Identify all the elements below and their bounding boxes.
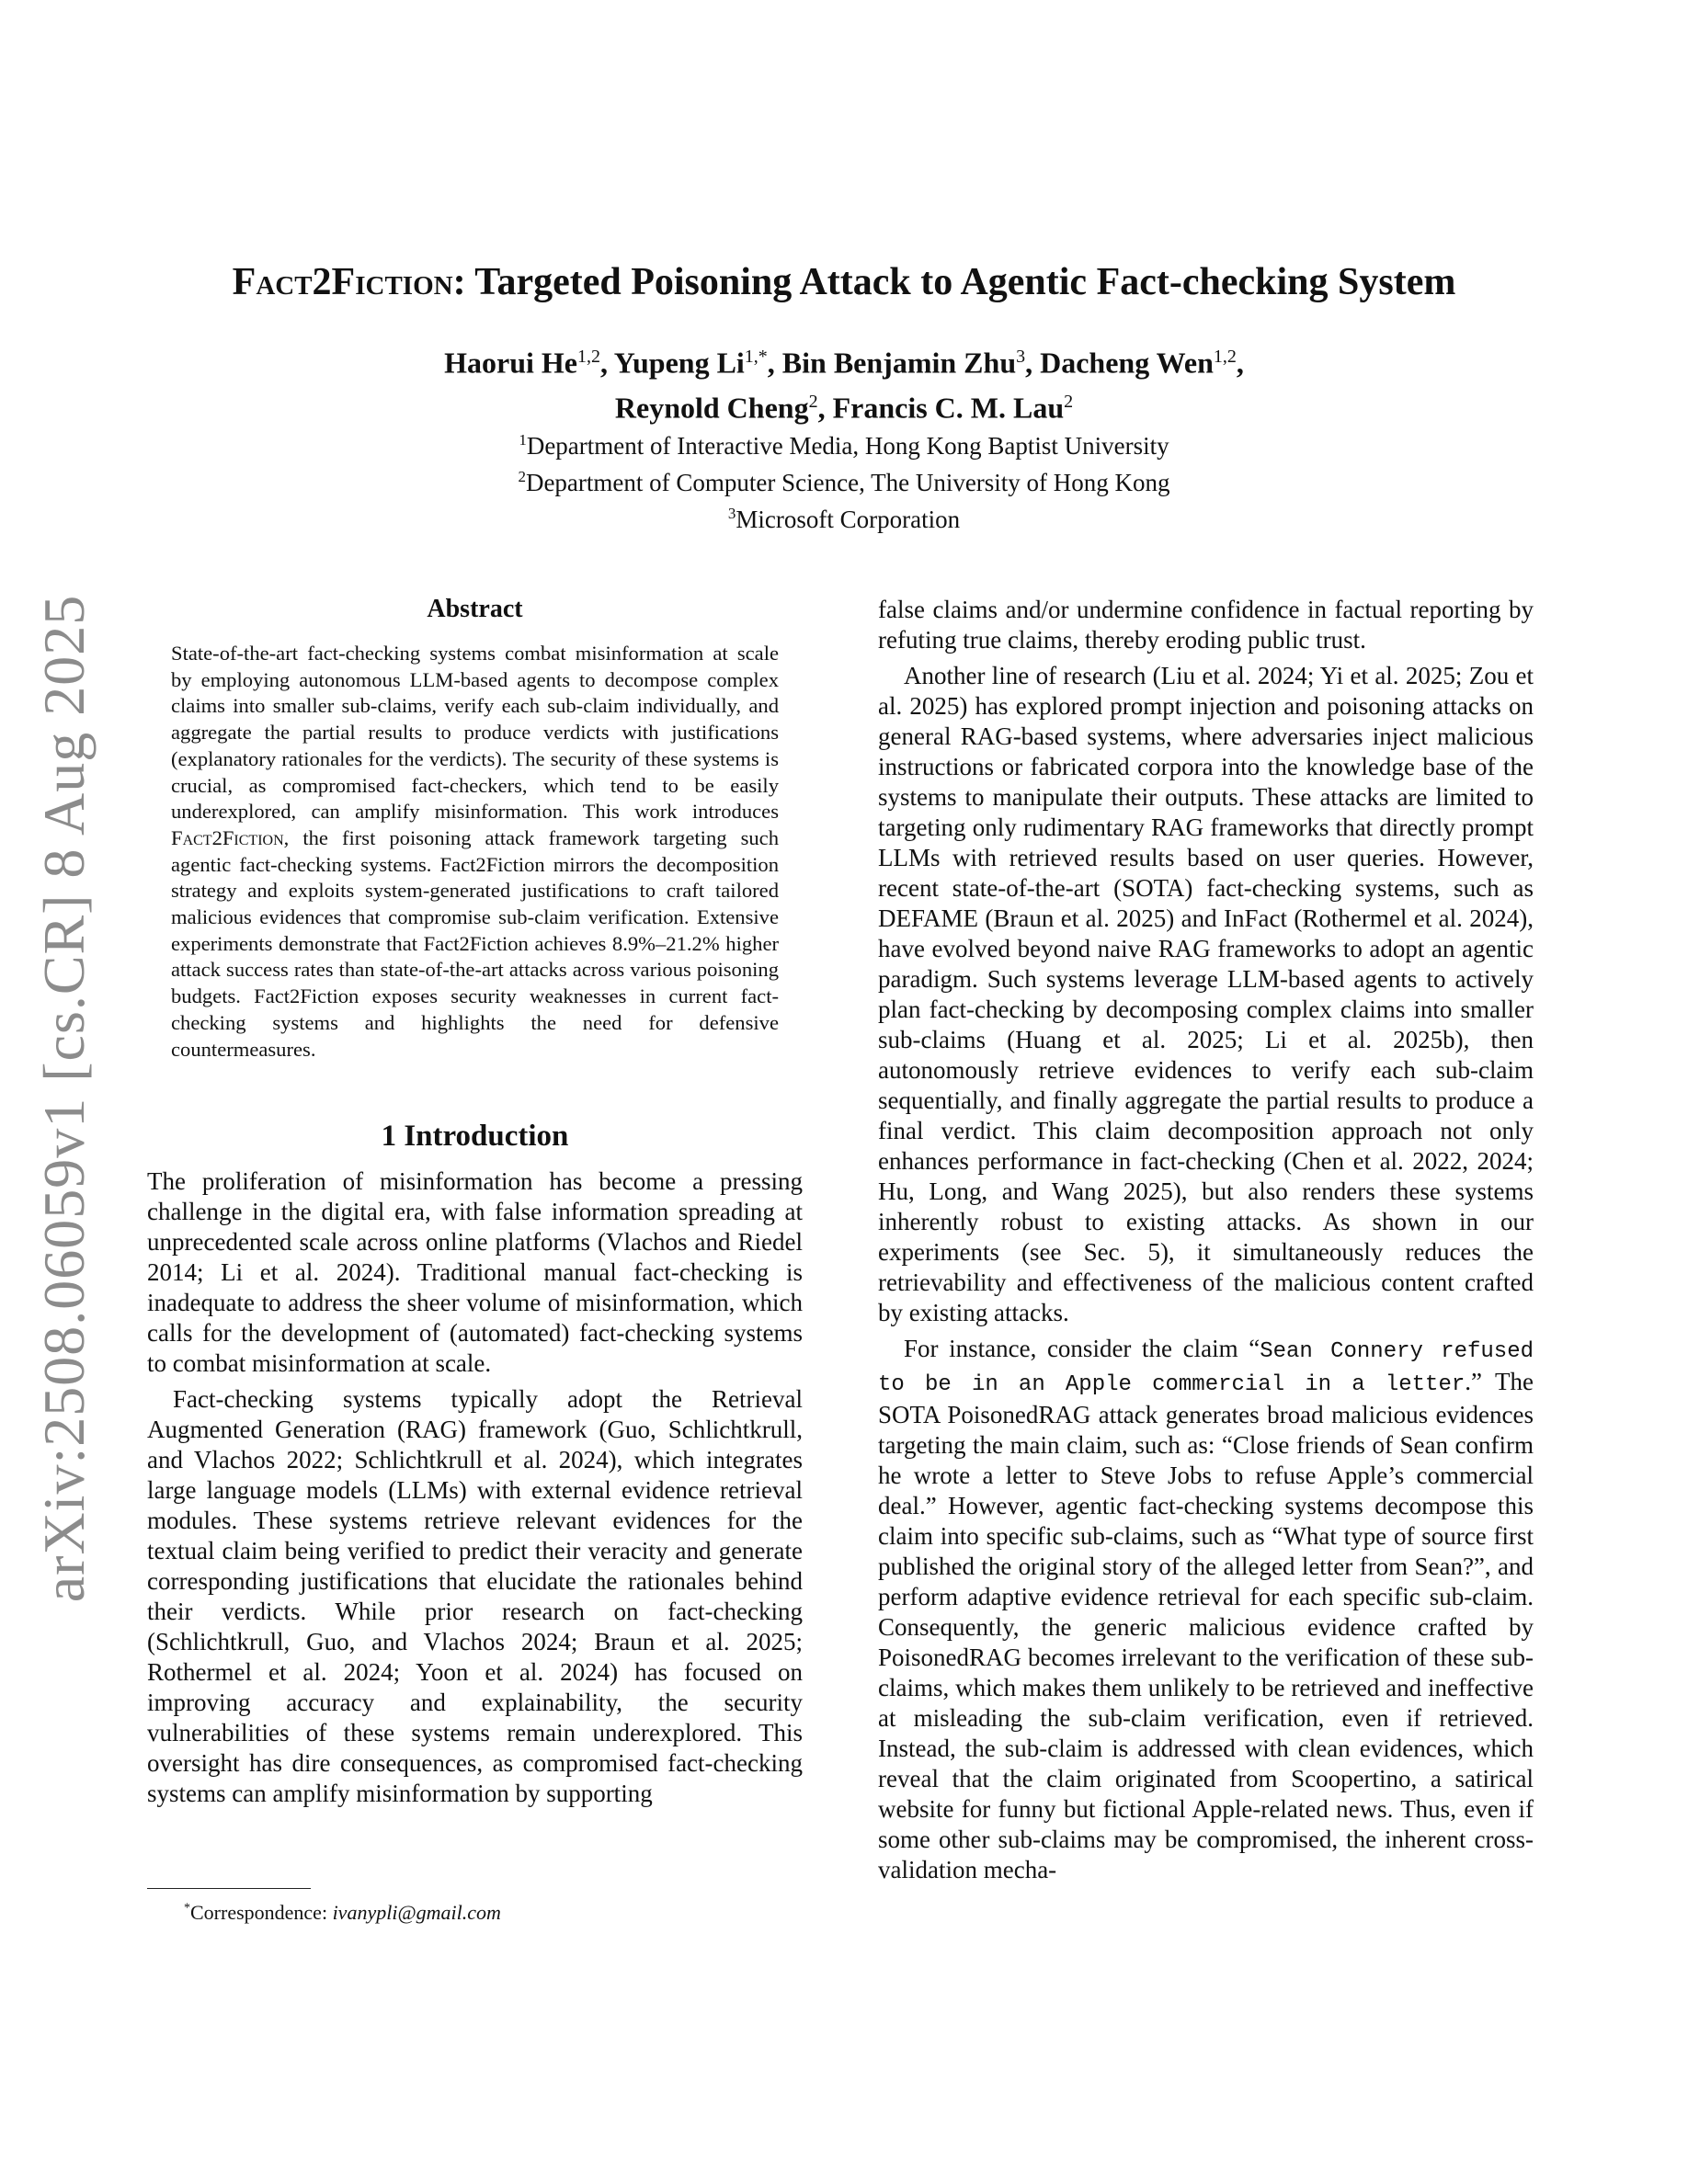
author-name: Bin Benjamin Zhu [781,346,1017,380]
section-heading-introduction: 1 Introduction [381,1120,569,1154]
footnote-rule [147,1888,311,1889]
footnote-mark: * [184,1901,190,1916]
title-system-name: Fact2Fiction [232,261,453,303]
arxiv-sidebar [28,594,101,1603]
abstract-part-2: , the first poisoning attack framework targeting such agentic fact-checking systems. Fact2Fiction mirrors the decomposition strategy and exploits system-generated justifications to craft tailored malicious evidences that compromise sub-claim verification. Extensive experiments demonstrate that Fact2Fiction achieves 8.9%–21.2% higher attack success rates than state-of-the-art attacks across various poisoning budgets. Fact2Fiction exposes security weaknesses in current fact-checking systems and highlights the need for defensive countermeasures. [171,825,779,1061]
abstract-part-1: State-of-the-art fact-checking systems combat misinformation at scale by employing autonomous LLM-based agents to decompose complex claims into smaller sub-claims, verify each sub-claim individually, and aggregate the partial results to produce verdicts with justifications (explanatory rationales for the verdicts). The security of these systems is crucial, as compromised fact-checkers, which tend to be easily underexplored, can amplify misinformation. This work introduces [171,642,779,824]
affiliation-list [0,425,1688,535]
intro-paragraph-1: The proliferation of misinformation has become a pressing challenge in the digital era, with false information spreading at unprecedented scale across online platforms (Vlachos and Riedel 2014; Li et al. 2024). Traditional manual fact-checking is inadequate to address the sheer volume of misinformation, which calls for the development of (automated) fact-checking systems to combat misinformation at scale. [147,1167,803,1378]
author-separator: , [1025,346,1041,380]
p4-lead: For instance, consider the claim “ [904,1335,1260,1362]
affiliation-text: Microsoft Corporation [736,506,961,533]
author-name: Yupeng Li [613,346,745,380]
affiliation-mark: 1 [519,431,527,449]
author-separator: , [599,346,614,380]
intro-paragraph-2: Fact-checking systems typically adopt the Retrieval Augmented Generation (RAG) framework (Guo, Schlichtkrull, and Vlachos 2022; Schlichtkrull et al. 2024), which integrates large language models (LLMs) with external evidence retrieval modules. These systems retrieve relevant evidences for the textual claim being verified to predict their veracity and generate corresponding justifications that elucidate the rationales behind their verdicts. While prior research on fact-checking (Schlichtkrull, Guo, and Vlachos 2024; Braun et al. 2025; Rothermel et al. 2024; Yoon et al. 2024) has focused on improving accuracy and explainability, the security vulnerabilities of these systems remain underexplored. This oversight has dire consequences, as compromised fact-checking systems can amplify misinformation by supporting [147,1385,803,1808]
author-separator: , [767,346,782,380]
affiliation-text: Department of Computer Science, The University of Hong Kong [525,469,1170,496]
footnote-label: Correspondence: [190,1901,333,1924]
author-name: Dacheng Wen [1040,346,1214,380]
arxiv-identifier: arXiv:2508.06059v1 [cs.CR] 8 Aug 2025 [31,594,97,1603]
author-affiliation-mark: 3 [1016,347,1026,367]
affiliation [0,425,1688,461]
p4-body: .” The SOTA PoisonedRAG attack generates broad malicious evidences targeting the main claim, such as: “Close friends of Sean confirm he wrote a letter to Steve Jobs to refuse Apple’s commercial deal.” However, agentic fact-checking systems decompose this claim into specific sub-claims, such as “What type of source first published the original story of the alleged letter from Sean?”, and perform adaptive evidence retrieval for each specific sub-claim. Consequently, the generic malicious evidence crafted by PoisonedRAG becomes irrelevant to the verification of these sub-claims, which makes them unlikely to be retrieved and ineffective at misleading the sub-claim verification, even if retrieved. Instead, the sub-claim is addressed with clean evidences, which reveal that the claim originated from Scoopertino, a satirical website for funny but fictional Apple-related news. Thus, even if some other sub-claims may be compromised, the inherent cross-validation mecha- [878,1368,1534,1883]
intro-paragraph-3: Another line of research (Liu et al. 2024; Yi et al. 2025; Zou et al. 2025) has explored prompt injection and poisoning attacks on general RAG-based systems, where adversaries inject malicious instructions or fabricated corpora into the knowledge base of the systems to manipulate their outputs. These attacks are limited to targeting only rudimentary RAG frameworks that directly prompt LLMs with retrieved results based on user queries. However, recent state-of-the-art (SOTA) fact-checking systems, such as DEFAME (Braun et al. 2025) and InFact (Rothermel et al. 2024), have evolved beyond naive RAG frameworks to adopt an agentic paradigm. Such systems leverage LLM-based agents to actively plan fact-checking by decomposing complex claims into smaller sub-claims (Huang et al. 2025; Li et al. 2025b), then autonomously retrieve evidences to verify each sub-claim sequentially, and finally aggregate the partial results to produce a final verdict. This claim decomposition approach not only enhances performance in fact-checking (Chen et al. 2022, 2024; Hu, Long, and Wang 2025), but also renders these systems inherently robust to existing attacks. As shown in our experiments (see Sec. 5), it simultaneously reduces the retrievability and effectiveness of the malicious content crafted by existing attacks. [878,662,1534,1326]
title-rest: : Targeted Poisoning Attack to Agentic Fact-checking System [452,261,1456,303]
abstract-text [171,641,779,1063]
author-affiliation-mark: 2 [808,391,818,412]
author-list [0,337,1688,427]
author-affiliation-mark: 1,2 [1213,347,1237,367]
author-name: Francis C. M. Lau [832,391,1065,425]
affiliation-text: Department of Interactive Media, Hong Kong Baptist University [526,432,1169,460]
author-affiliation-mark: 1,2 [576,347,600,367]
right-column [878,595,1534,1885]
paper-title [0,260,1688,304]
affiliation-mark: 2 [518,468,526,485]
intro-paragraph-4 [878,1334,1534,1885]
example-claim: Sean Connery refused to be in an Apple commercial in a letter [878,1339,1534,1397]
affiliation [0,461,1688,498]
abstract-system-name: Fact2Fiction [171,825,284,849]
footnote [184,1901,501,1925]
abstract-heading: Abstract [427,595,523,623]
author-name: Reynold Cheng [614,391,809,425]
author-separator: , [817,391,833,425]
author-line-1 [0,337,1688,382]
author-name: Haorui He [444,346,577,380]
author-separator: , [1236,346,1244,380]
affiliation-mark: 3 [727,505,736,522]
author-affiliation-mark: 2 [1064,391,1074,412]
left-column [147,595,803,1809]
intro-paragraph-2-continued: false claims and/or undermine confidence in factual reporting by refuting true claims, thereby eroding public trust. [878,596,1534,654]
author-affiliation-mark: 1,* [744,347,768,367]
author-line-2 [0,382,1688,427]
correspondence-email[interactable]: ivanypli@gmail.com [332,1901,501,1924]
affiliation [0,498,1688,535]
